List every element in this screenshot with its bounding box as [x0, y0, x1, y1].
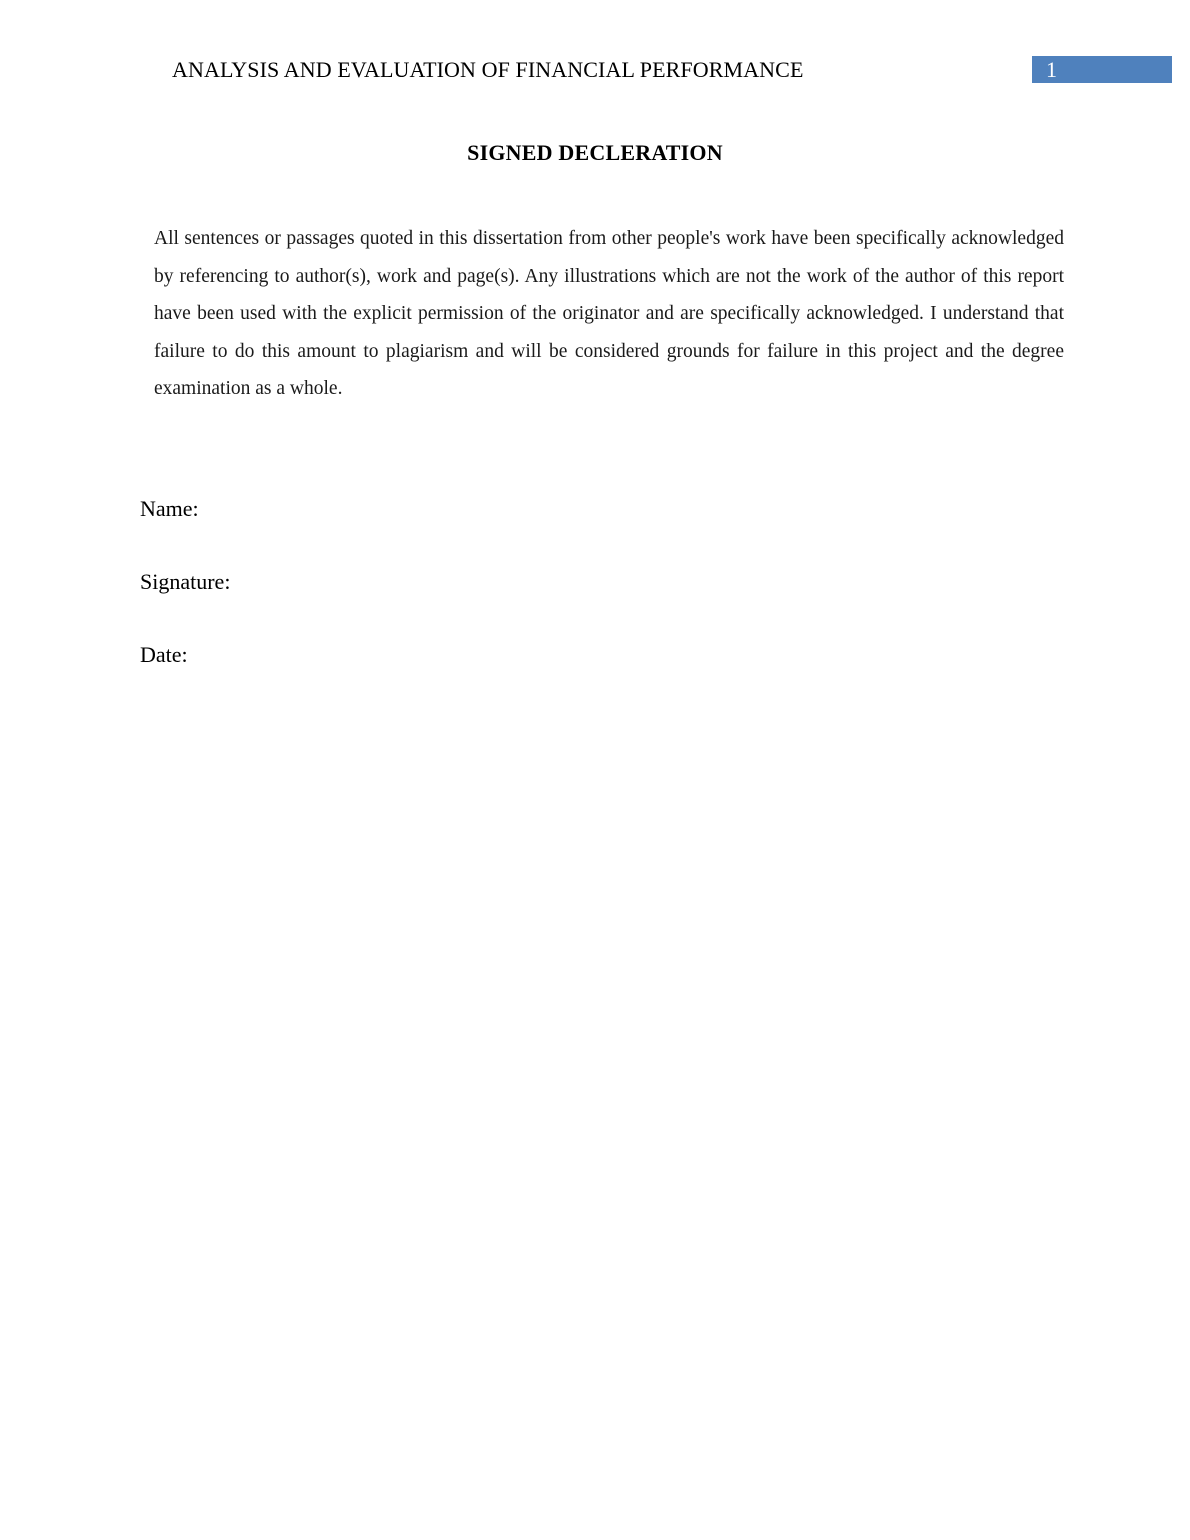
date-field-label: Date: — [140, 642, 188, 667]
page-number: 1 — [1046, 57, 1057, 82]
name-field-label: Name: — [140, 496, 199, 521]
declaration-text-image — [146, 212, 1072, 444]
page-title: SIGNED DECLERATION — [467, 140, 723, 165]
page-number-badge — [1032, 56, 1172, 83]
running-header-title: ANALYSIS AND EVALUATION OF FINANCIAL PERFORMANCE — [172, 57, 804, 82]
signature-field-label: Signature: — [140, 569, 231, 594]
declaration-paragraph: All sentences or passages quoted in this dissertation from other people's work have been specifically acknowledged by referencing to author(s), work and page(s). Any illustrations which are not the work of the author of this report have been used with the explicit permission of the originator and are specifically acknowledged. I understand that failure to do this amount to plagiarism and will be considered grounds for failure in this project and the degree examination as a whole. — [154, 228, 1064, 399]
